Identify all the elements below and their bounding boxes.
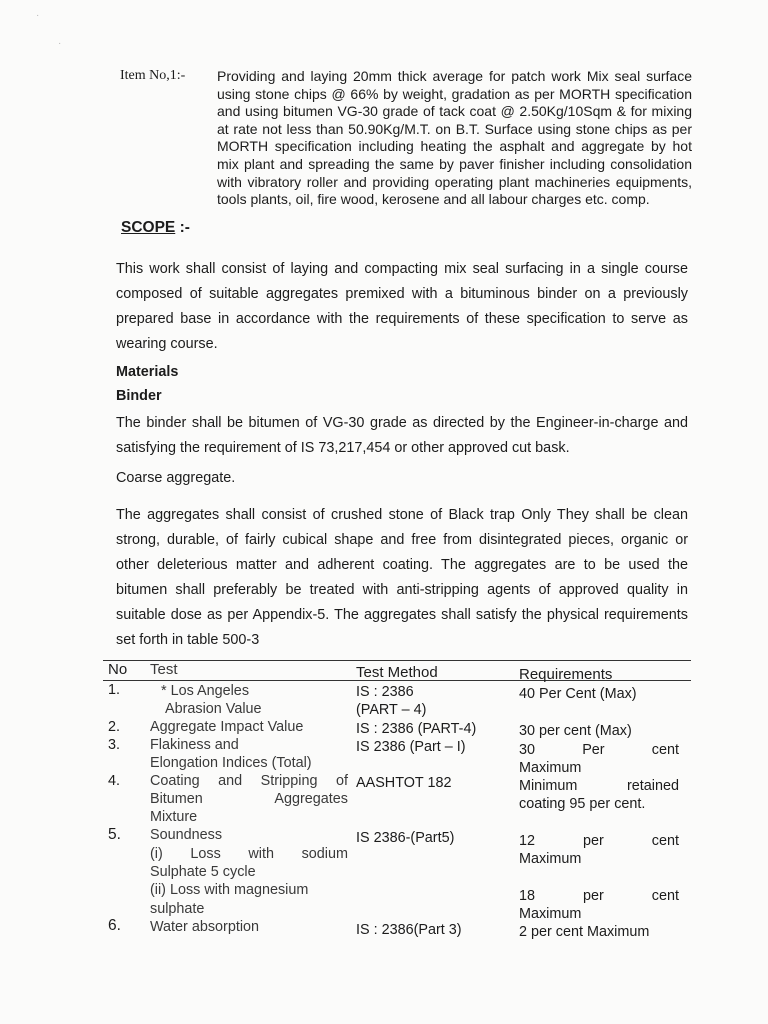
item-description: Providing and laying 20mm thick average for patch work Mix seal surface using stone chips @ 66% by weight, gradation as per MORTH specification and using bitumen VG-30 grade of tack coat @ 2.50Kg/10Sqm & for mixing at rate not less than 50.90Kg/M.T. on B.T. Surface using stone chips as per MORTH specification including heating the asphalt and aggregate by hot mix plant and spreading the same by paver finisher including consolidation with vibratory roller and providing operating plant machineries equipments, tools plants, oil, fire wood, kerosene and all labour charges etc. comp. <box>217 68 692 208</box>
scope-heading <box>121 219 190 237</box>
row-4-requirement-line2: coating 95 per cent. <box>519 796 646 812</box>
row-1-method: IS : 2386 <box>356 684 414 700</box>
row-2-method: IS : 2386 (PART-4) <box>356 721 477 737</box>
row-4-requirement: Minimum retained <box>519 778 679 794</box>
header-requirements: Requirements <box>519 666 613 683</box>
binder-paragraph: The binder shall be bitumen of VG-30 grade as directed by the Engineer-in-charge and satisfying the requirement of IS 73,217,454 or other approved cut bask. <box>116 415 688 456</box>
row-1-test-line2: Abrasion Value <box>165 701 262 717</box>
scan-mark: · <box>36 10 40 21</box>
row-6-test: Water absorption <box>150 919 260 935</box>
item-number-label: Item No,1:- <box>120 68 186 83</box>
row-5-test-line2: (i) Loss with sodium <box>150 846 348 862</box>
row-5-test-line4: (ii) Loss with magnesium <box>150 882 309 898</box>
row-2-test: Aggregate Impact Value <box>150 719 304 735</box>
row-6-no: 6. <box>108 917 121 934</box>
header-test-method: Test Method <box>356 664 438 681</box>
row-6-method: IS : 2386(Part 3) <box>356 922 462 938</box>
row-4-test-line3: Mixture <box>150 809 198 825</box>
row-5-method: IS 2386-(Part5) <box>356 830 455 846</box>
row-4-test: Coating and Stripping of <box>150 773 348 789</box>
scope-heading-suffix: :- <box>175 219 190 236</box>
row-3-requirement-line2: Maximum <box>519 760 582 776</box>
row-5-test-line3: Sulphate 5 cycle <box>150 864 256 880</box>
scope-heading-word: SCOPE <box>121 219 176 236</box>
row-3-test-line2: Elongation Indices (Total) <box>150 755 312 771</box>
row-3-test: Flakiness and <box>150 737 239 753</box>
coarse-aggregate-heading: Coarse aggregate. <box>116 470 236 486</box>
row-5-requirement-line4: Maximum <box>519 906 582 922</box>
row-5-requirement: 12 per cent <box>519 833 679 849</box>
header-no: No <box>108 661 128 678</box>
row-3-no: 3. <box>108 737 121 753</box>
row-3-requirement: 30 Per cent <box>519 742 679 758</box>
scope-paragraph: This work shall consist of laying and compacting mix seal surfacing in a single course composed of suitable aggregates premixed with a bituminous binder on a previously prepared base in accordance with the requirements of these specification to serve as wearing course. <box>116 261 688 352</box>
row-1-test: * Los Angeles <box>161 683 250 699</box>
row-6-requirement: 2 per cent Maximum <box>519 924 650 940</box>
row-2-requirement: 30 per cent (Max) <box>519 723 632 739</box>
scan-mark: · <box>58 38 62 49</box>
row-4-no: 4. <box>108 773 121 789</box>
row-4-test-line2: Bitumen Aggregates <box>150 791 348 807</box>
row-1-requirement: 40 Per Cent (Max) <box>519 686 637 702</box>
row-5-no: 5. <box>108 826 121 843</box>
binder-heading: Binder <box>116 388 162 404</box>
row-5-test: Soundness <box>150 827 223 843</box>
row-1-no: 1. <box>108 682 121 698</box>
row-4-method: AASHTOT 182 <box>356 775 452 791</box>
row-1-method-line2: (PART – 4) <box>356 702 427 718</box>
row-2-no: 2. <box>108 719 121 735</box>
row-3-method: IS 2386 (Part – I) <box>356 739 466 755</box>
row-5-test-line5: sulphate <box>150 901 205 917</box>
header-test: Test <box>150 661 178 678</box>
materials-heading: Materials <box>116 364 179 380</box>
row-5-requirement-line3: 18 per cent <box>519 888 679 904</box>
row-5-requirement-line2: Maximum <box>519 851 582 867</box>
coarse-aggregate-paragraph: The aggregates shall consist of crushed stone of Black trap Only They shall be clean strong, durable, of fairly cubical shape and free from disintegrated pieces, organic or other deleterious matter and adherent coating. The aggregates are to be used the bitumen shall preferably be treated with anti-stripping agents of approved quality in suitable dose as per Appendix-5. The aggregates shall satisfy the physical requirements set forth in table 500-3 <box>116 507 688 648</box>
